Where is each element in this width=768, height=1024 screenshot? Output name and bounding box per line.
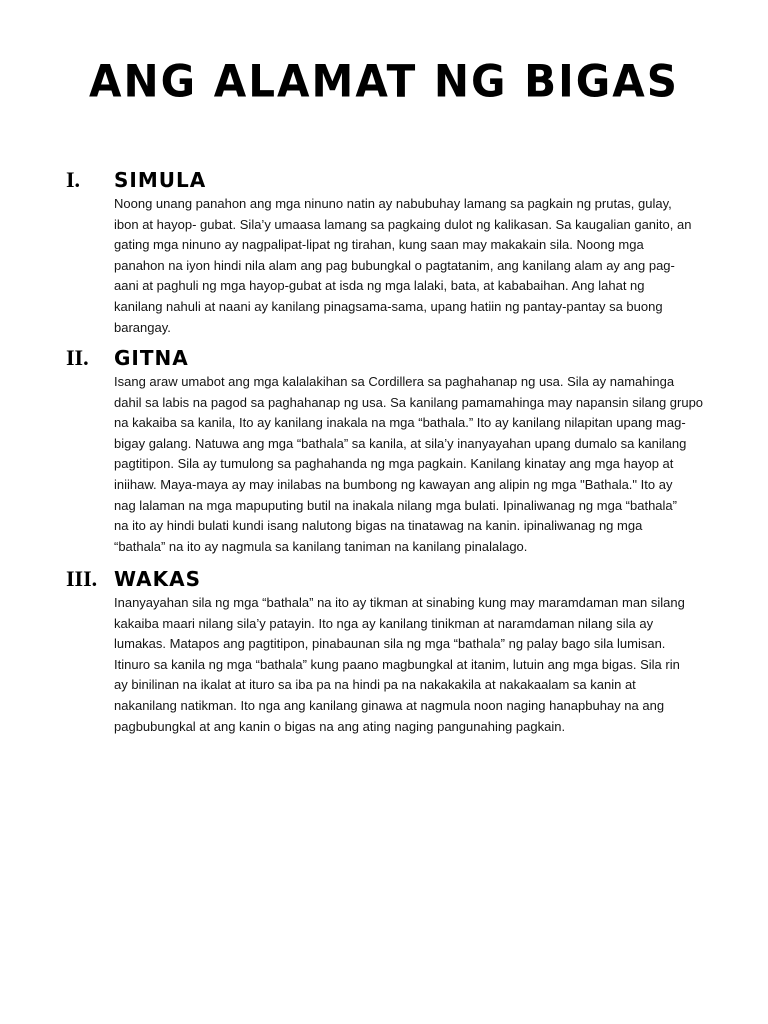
body-line: panahon na iyon hindi nila alam ang pag bubungkal o pagtatanim, ang kanilang alam ay ang pag-: [114, 257, 675, 273]
body-line: kanilang nahuli at naani ay kanilang pinagsama-sama, upang hatiin ng pantay-pantay sa buong: [114, 298, 663, 314]
body-line: Isang araw umabot ang mga kalalakihan sa Cordillera sa paghahanap ng usa. Sila ay namahinga: [114, 374, 675, 389]
section-number: II.: [66, 345, 89, 370]
section-number: I.: [66, 167, 81, 192]
body-line: nag lalaman na mga mapuputing butil na inakala nilang mga bulati. Ipinaliwanag ng mga “bathala”: [114, 497, 677, 513]
body-line: na ito ay hindi bulati kundi isang nalutong bigas na tinatawag na kanin. ipinaliwanag ng mga: [114, 518, 643, 534]
section-body: [114, 372, 726, 557]
body-line: na kakaiba sa kanila, Ito ay kanilang inakala na mga “bathala.” Ito ay kanilang nilapitan upang mag-: [114, 415, 686, 431]
body-line: kakaiba maari nilang sila’y patayin. Ito nga ay kanilang tinikman at naramdaman nilang sila ay: [114, 615, 654, 631]
body-line: ay binilinan na ikalat at ituro sa iba pa na hindi pa na nakakakila at nakakaalam sa kanin at: [114, 677, 636, 693]
section-gitna: [0, 344, 768, 557]
section-header: [0, 344, 768, 372]
section-simula: [0, 166, 768, 338]
section-number: III.: [66, 566, 98, 591]
body-line: bigay galang. Natuwa ang mga “bathala” sa kanila, at sila’y inanyayahan upang dumalo sa kanilang: [114, 435, 687, 451]
body-line: aani at paghuli ng mga hayop-gubat at isda ng mga lalaki, bata, at kababaihan. Ang lahat ng: [114, 278, 645, 294]
body-line: Itinuro sa kanila ng mga “bathala” kung paano magbungkal at itanim, lutuin ang mga bigas. Sila rin: [114, 656, 680, 672]
body-line: lumakas. Matapos ang pagtitipon, pinabaunan sila ng mga “bathala” ng palay bago sila lumisan.: [114, 636, 666, 652]
body-line: nakanilang natikman. Ito nga ang kanilang ginawa at nagmula noon naging hanapbuhay na ang: [114, 697, 665, 713]
section-body: [114, 593, 726, 737]
body-line: “bathala” na ito ay nagmula sa kanilang taniman na kanilang pinalalago.: [114, 538, 528, 554]
section-header: [0, 565, 768, 593]
body-line: barangay.: [114, 319, 171, 335]
body-line: pagbubungkal at ang kanin o bigas na ang ating naging pangunahing pagkain.: [114, 718, 566, 734]
body-line: gating mga ninuno ay nagpalipat-lipat ng tirahan, kung saan may makakain sila. Noong mga: [114, 237, 644, 253]
section-wakas: [0, 565, 768, 737]
body-line: dahil sa labis na pagod sa paghahanap ng usa. Sa kanilang pamamahinga may napansin silang grupo: [114, 394, 704, 410]
section-heading: SIMULA: [114, 168, 207, 192]
section-heading: GITNA: [114, 346, 189, 370]
body-line: pagtitipon. Sila ay tumulong sa paghahanda ng mga pagkain. Kanilang kinatay ang mga hayop at: [114, 456, 674, 472]
page-title: ANG ALAMAT NG BIGAS: [89, 55, 679, 108]
body-line: iniihaw. Maya-maya ay may inilabas na bumbong ng kawayan ang alipin ng mga "Bathala." Ito ay: [114, 476, 673, 492]
section-body: [114, 194, 726, 338]
body-line: ibon at hayop- gubat. Sila’y umaasa lamang sa pagkaing dulot ng kalikasan. Sa kaugalian ganito, an: [114, 216, 692, 232]
body-line: Noong unang panahon ang mga ninuno natin ay nabubuhay lamang sa pagkain ng prutas, gulay,: [114, 196, 672, 211]
section-header: [0, 166, 768, 194]
section-heading: WAKAS: [114, 567, 202, 591]
body-line: Inanyayahan sila ng mga “bathala” na ito ay tikman at sinabing kung may maramdaman man silang: [114, 595, 685, 610]
